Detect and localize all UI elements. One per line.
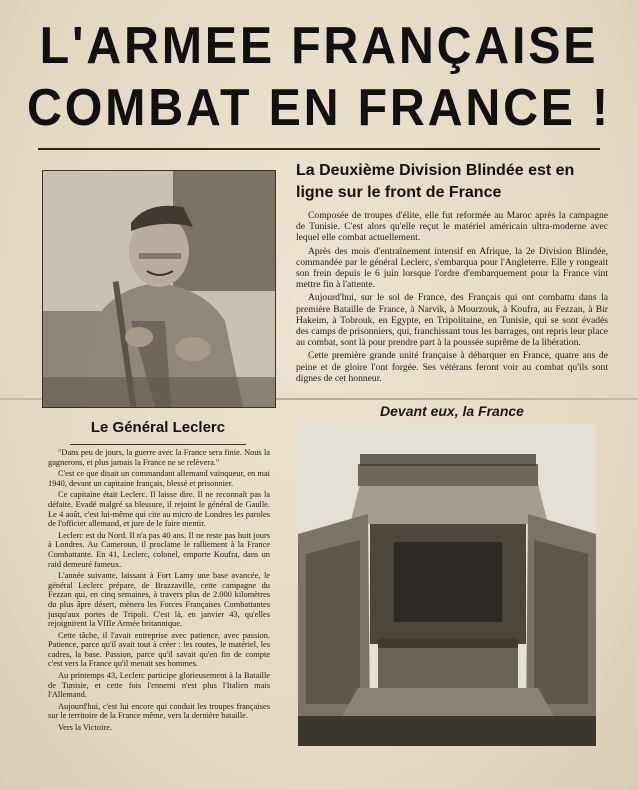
headline-rule	[38, 148, 600, 150]
leclerc-article	[48, 448, 270, 735]
headline-line-2: COMBAT EN FRANCE !	[27, 79, 611, 137]
leclerc-paragraph: C'est ce que disait un commandant allemand vainqueur, en mai 1940, devant un capitaine français, blessé et prisonnier.	[48, 469, 270, 488]
leclerc-paragraph: Vers la Victoire.	[58, 723, 112, 733]
division-article-title: La Deuxième Division Blindée est en ligne sur le front de France	[296, 162, 575, 201]
landing-ship-illustration	[298, 424, 596, 746]
portrait-illustration	[43, 171, 275, 407]
leclerc-paragraph: Au printemps 43, Leclerc participe glorieusement à la Bataille de Tunisie, et cette fois l'ennemi n'est plus l'Italien mais l'Allemand.	[48, 671, 270, 700]
division-paragraph: Aujourd'hui, sur le sol de France, des Français qui ont combattu dans la première Bataille de France, à Narvik, à Mourzouk, à Koufra, au Fezzan, à Bir Hakeim, à Tobrouk, en Egypte, en Tripolitaine, en Tunisie, qui se sont évadés des camps de prisonniers, qui, franchissant tous les barrages, ont repris leur place au combat, sont là pour prendre part à la poussée suprême de la libération.	[296, 292, 608, 349]
portrait-caption-rule	[70, 444, 246, 445]
leclerc-paragraph: L'année suivante, laissant à Fort Lamy une base avancée, le général Leclerc prépare, de Brazzaville, cette campagne du Fezzan qui, en cinq semaines, à travers plus de 2.000 kilomètres du plus âpre désert, mènera les Forces Françaises Combattantes jusqu'aux portes de Tripoli. C'est là, en janvier 43, qu'elles rejoignirent la VIIIe Armée britannique.	[48, 571, 270, 629]
leclerc-paragraph: Leclerc est du Nord. Il n'a pas 40 ans. Il ne reste pas huit jours à Londres. Au Cameroun, il proclame le ralliement à la France Combattante. En 41, Leclerc, colonel, emporte Koufra, dans un raid demeuré fameux.	[48, 530, 270, 569]
leclerc-paragraph: Aujourd'hui, c'est lui encore qui conduit les troupes françaises sur le territoire de la France même, vers la dernière bataille.	[48, 701, 270, 721]
leclerc-portrait-photo	[42, 170, 276, 408]
division-paragraph: Cette première grande unité française à débarquer en France, quatre ans de peine et de gloire l'ont forgée. Ses vétérans feront voir au combat qu'ils sont dignes de cet honneur.	[296, 350, 608, 384]
division-paragraph: Composée de troupes d'élite, elle fut reformée au Maroc après la campagne de Tunisie. C'est alors qu'elle reçut le matériel américain ultra-moderne avec lequel elle combat actuellement.	[296, 210, 608, 244]
ship-photo-caption: Devant eux, la France	[380, 403, 524, 419]
portrait-caption: Le Général Leclerc	[90, 419, 226, 436]
leclerc-paragraph: "Dans peu de jours, la guerre avec la France sera finie. Nous la gagnerons, et plus jamais la France ne se relèvera."	[48, 448, 270, 467]
division-article	[296, 210, 608, 386]
landing-ship-photo	[298, 424, 596, 746]
division-paragraph: Après des mois d'entraînement intensif en Afrique, la 2e Division Blindée, commandée par le général Leclerc, s'embarqua pour l'Angleterre. Elle y rongeait son frein depuis le 6 juin lorsque l'ordre d'embarquement pour la France vint mettre fin à l'attente.	[296, 245, 608, 291]
headline-line-1: L'ARMEE FRANÇAISE	[39, 17, 599, 75]
leclerc-paragraph: Cette tâche, il l'avait entreprise avec patience, avec passion. Patience, parce qu'il avait tout à créer : les routes, le matériel, les cadres, la base. Passion, parce qu'il savait qu'en fin de compte c'est vers la France qu'il menait ses hommes.	[48, 630, 270, 669]
leclerc-paragraph: Ce capitaine était Leclerc. Il laisse dire. Il ne reconnaît pas la défaite. Evadé malgré sa blessure, il rejoint le général de Gaulle. Le 4 août, c'est lui-même qui cite au micro de Londres les paroles de l'officier allemand, et jure de le faire mentir.	[48, 490, 270, 529]
